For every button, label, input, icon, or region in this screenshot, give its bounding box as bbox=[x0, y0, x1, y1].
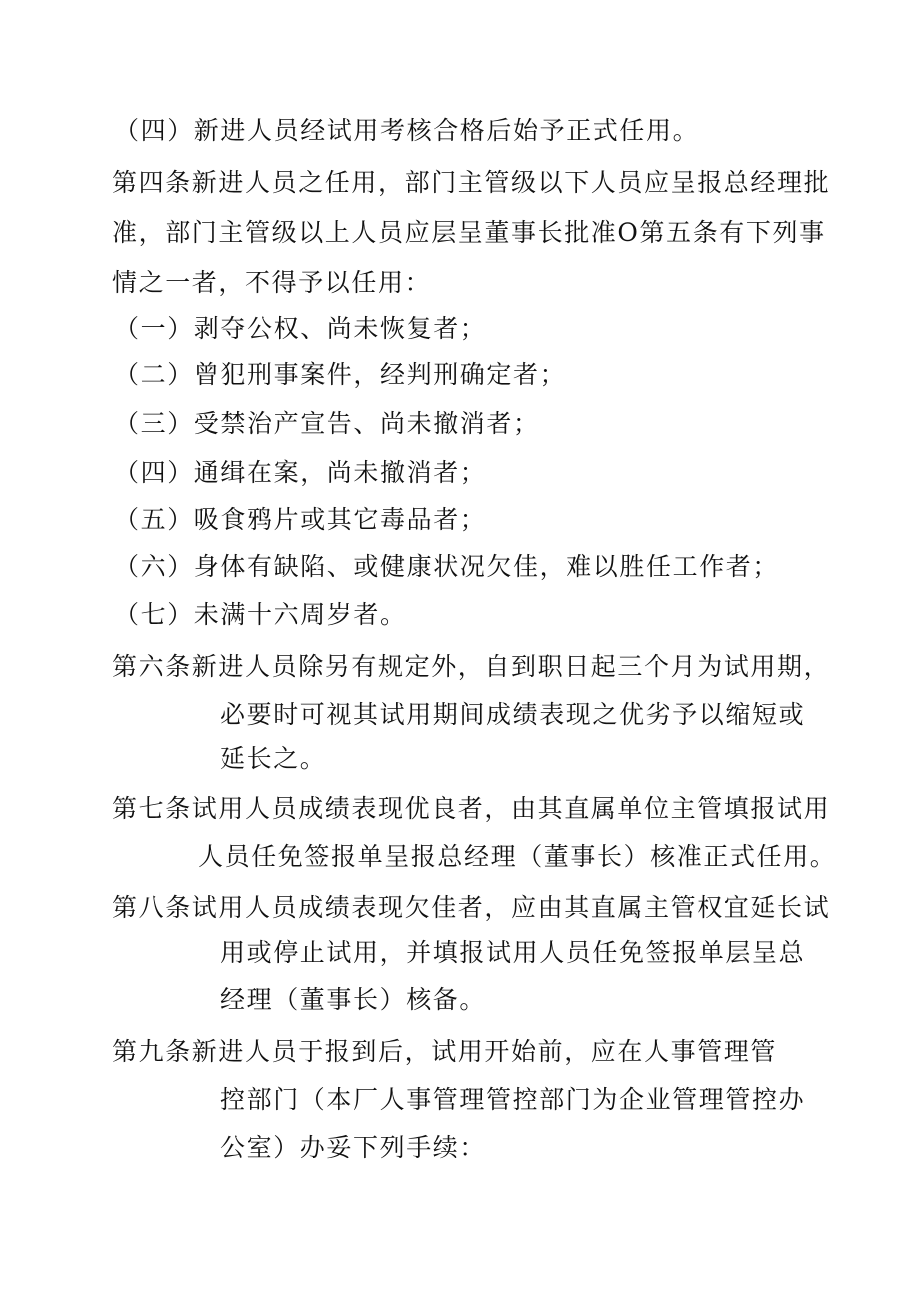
text-line: （五）吸食鸦片或其它毒品者； bbox=[114, 505, 487, 534]
text-line: 准，部门主管级以上人员应层呈董事长批准O第五条有下列事 bbox=[112, 218, 826, 247]
text-line: （七）未满十六周岁者。 bbox=[114, 600, 407, 629]
text-line: 公室）办妥下列手续： bbox=[220, 1133, 487, 1162]
text-line: （四）新进人员经试用考核合格后始予正式任用。 bbox=[114, 116, 700, 145]
text-line: 人员任免签报单呈报总经理（董事长）核准正式任用。 bbox=[198, 842, 837, 871]
text-line: （六）身体有缺陷、或健康状况欠佳，难以胜任工作者； bbox=[114, 552, 780, 581]
text-line: 第六条新进人员除另有规定外，自到职日起三个月为试用期， bbox=[112, 652, 831, 681]
text-line: 第八条试用人员成绩表现欠佳者，应由其直属主管权宜延长试 bbox=[112, 893, 831, 922]
text-line: 第九条新进人员于报到后，试用开始前，应在人事管理管 bbox=[112, 1037, 778, 1066]
text-line: 第七条试用人员成绩表现优良者，由其直属单位主管填报试用 bbox=[112, 794, 831, 823]
text-line: 经理（董事长）核备。 bbox=[220, 985, 487, 1014]
text-line: （四）通缉在案，尚未撤消者； bbox=[114, 458, 487, 487]
text-line: 用或停止试用，并填报试用人员任免签报单层呈总 bbox=[220, 938, 806, 967]
text-line: 第四条新进人员之任用，部门主管级以下人员应呈报总经理批 bbox=[112, 168, 831, 197]
text-line: 情之一者，不得予以任用： bbox=[112, 268, 432, 297]
text-line: 必要时可视其试用期间成绩表现之优劣予以缩短或 bbox=[220, 700, 806, 729]
text-line: （一）剥夺公权、尚未恢复者； bbox=[114, 314, 487, 343]
text-line: 控部门（本厂人事管理管控部门为企业管理管控办 bbox=[220, 1085, 806, 1114]
text-line: 延长之。 bbox=[220, 744, 327, 773]
text-line: （二）曾犯刑事案件，经判刑确定者； bbox=[114, 360, 567, 389]
text-line: （三）受禁治产宣告、尚未撤消者； bbox=[114, 409, 540, 438]
